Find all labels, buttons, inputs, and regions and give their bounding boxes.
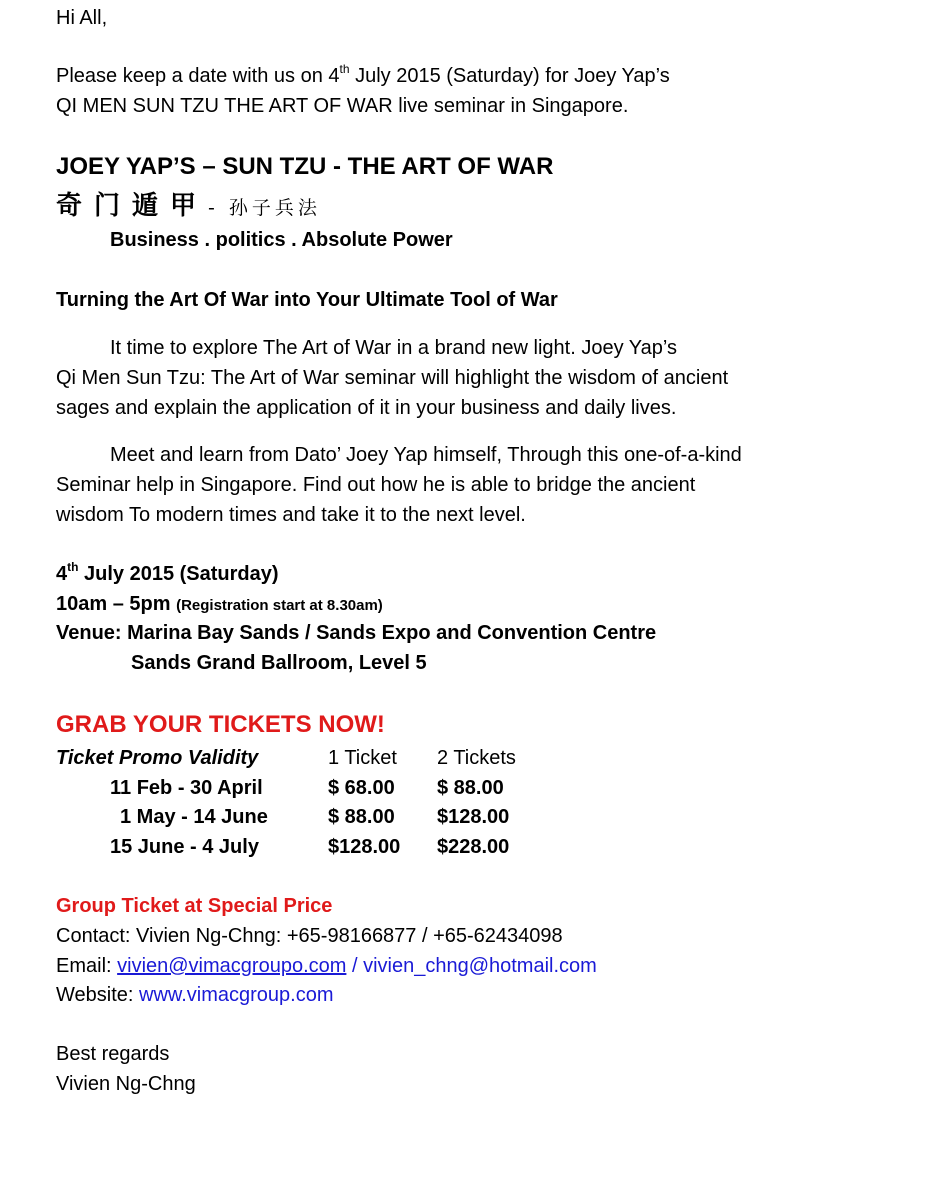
intro-text-a: Please keep a date with us on 4 [56, 65, 340, 87]
chinese-title-row [56, 190, 321, 224]
ticket-row-period: 11 Feb - 30 April [110, 777, 263, 799]
email-link-2[interactable]: vivien_chng@hotmail.com [363, 955, 597, 977]
tagline: Business . politics . Absolute Power [110, 229, 453, 251]
ticket-row-one: $128.00 [328, 836, 401, 858]
event-time-row [56, 592, 383, 618]
event-date-superscript: th [67, 560, 79, 574]
event-registration: (Registration start at 8.30am) [176, 597, 383, 614]
ticket-header-validity: Ticket Promo Validity [56, 747, 259, 769]
email-line [56, 954, 597, 978]
chinese-title: 奇门遁甲 [56, 191, 209, 221]
para2-line3: wisdom To modern times and take it to the next level. [56, 504, 526, 526]
headline: JOEY YAP’S – SUN TZU - THE ART OF WAR [56, 153, 554, 180]
chinese-subtitle: - 孙子兵法 [208, 197, 321, 219]
subheading: Turning the Art Of War into Your Ultimate Tool of War [56, 289, 558, 311]
website-link[interactable]: www.vimacgroup.com [139, 984, 334, 1006]
grab-tickets-heading: GRAB YOUR TICKETS NOW! [56, 711, 385, 738]
ticket-header-one: 1 Ticket [328, 747, 397, 769]
signoff-regards: Best regards [56, 1043, 170, 1065]
ticket-row-two: $ 88.00 [437, 777, 504, 799]
para1-line2: Qi Men Sun Tzu: The Art of War seminar will highlight the wisdom of ancient [56, 367, 729, 389]
email-label: Email: [56, 955, 118, 977]
intro-text-b: July 2015 (Saturday) for Joey Yap’s [349, 65, 670, 87]
event-date-b: July 2015 (Saturday) [78, 563, 279, 585]
ticket-row-two: $228.00 [437, 836, 510, 858]
greeting: Hi All, [56, 7, 108, 29]
intro-line-2: QI MEN SUN TZU THE ART OF WAR live seminar in Singapore. [56, 95, 629, 117]
intro-line-1 [56, 64, 670, 90]
para2-line1: Meet and learn from Dato’ Joey Yap himself, Through this one-of-a-kind [110, 444, 742, 466]
ticket-row-period: 15 June - 4 July [110, 836, 259, 858]
ticket-header-two: 2 Tickets [437, 747, 516, 769]
ticket-row-two: $128.00 [437, 806, 510, 828]
ticket-row-period: 1 May - 14 June [120, 806, 268, 828]
para2-line2: Seminar help in Singapore. Find out how he is able to bridge the ancient [56, 474, 696, 496]
signoff-name: Vivien Ng-Chng [56, 1073, 196, 1095]
ticket-row-one: $ 68.00 [328, 777, 395, 799]
event-time: 10am – 5pm [56, 593, 171, 615]
website-line [56, 983, 334, 1007]
contact-line: Contact: Vivien Ng-Chng: +65-98166877 / +65-62434098 [56, 925, 563, 947]
event-venue: Venue: Marina Bay Sands / Sands Expo and Convention Centre [56, 622, 657, 644]
intro-superscript: th [339, 62, 350, 76]
email-link-1[interactable]: vivien@vimacgroupo.com [117, 955, 347, 977]
event-date-a: 4 [56, 563, 68, 585]
ticket-row-one: $ 88.00 [328, 806, 395, 828]
para1-line1: It time to explore The Art of War in a brand new light. Joey Yap’s [110, 337, 677, 359]
group-ticket-heading: Group Ticket at Special Price [56, 895, 333, 917]
email-separator: / [346, 955, 364, 977]
event-date [56, 562, 279, 588]
website-label: Website: [56, 984, 139, 1006]
event-venue-2: Sands Grand Ballroom, Level 5 [131, 652, 427, 674]
para1-line3: sages and explain the application of it in your business and daily lives. [56, 397, 677, 419]
